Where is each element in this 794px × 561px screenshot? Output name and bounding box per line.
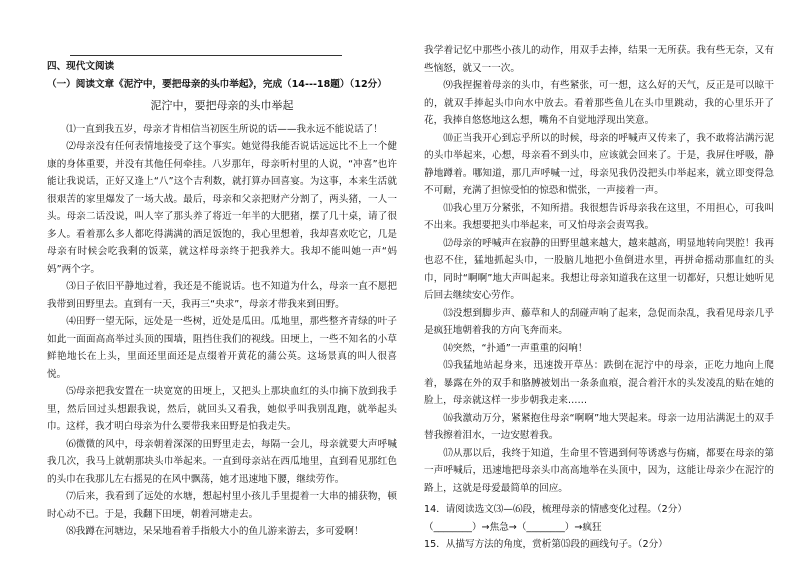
paragraph-16: ⒃我激动万分，紧紧抱住母亲“啊啊”地大哭起来。母亲一边用沾满泥土的双手替我擦着泪水，一边安慰着我。 bbox=[424, 412, 774, 441]
reading-instruction: （一）阅读文章《泥泞中，要把母亲的头巾举起》，完成（14---18题）（12分） bbox=[47, 78, 387, 90]
question-15: 15．从描写方法的角度，赏析第⒂段的画线句子。（2分） bbox=[424, 539, 668, 550]
passage-title: 泥泞中，要把母亲的头巾举起 bbox=[150, 99, 294, 112]
paragraph-17: ⒄从那以后，我终于知道，生命里不管遇到何等诱惑与伤痛，都要在母亲的第一声呼喊后，迅速地把母亲头巾高高地举在头顶中，因为，这能让母亲少在泥泞的路上，这就是母爱最简单的回应。 bbox=[424, 447, 774, 494]
paragraph-7: ⑺后来，我看到了远处的水塘，想起村里小孩儿手里提着一大串的捕获物，顿时心动不已。于是，我翻下田埂，朝着河塘走去。 bbox=[47, 491, 397, 520]
paragraph-11: ⑾我心里万分紧张，不知所措。我很想告诉母亲我在这里，不用担心，可我叫不出来。我想要把头巾举起来，可又怕母亲会责骂我。 bbox=[424, 202, 774, 231]
left-column bbox=[47, 58, 397, 541]
header-rule bbox=[70, 55, 342, 56]
paragraph-6: ⑹微微的风中，母亲朝着深深的田野里走去，每隔一会儿，母亲就要大声呼喊我几次，我马上就朝那块头巾举起来。一直到母亲站在西瓜地里，直到看见那红色的头巾在我那儿左右摇晃的在风中飘荡，她才迅速地下腰，继续劳作。 bbox=[47, 438, 397, 485]
section-heading: 四、现代文阅读 bbox=[47, 61, 115, 72]
paragraph-2: ⑵母亲没有任何表情地接受了这个事实。她觉得我能否说话远远比不上一个健康的身体重要，并没有其他任何牵挂。八岁那年，母亲听村里的人说，“冲喜”也许能让我说话，正好又逢上“八”这个吉利数，就打算办回喜宴。为这事，本来生活就很艰苦的家里爆发了一场大战。最后，母亲和父亲把财产分割了，两头猪，一人一头。母亲二话没说，叫人宰了那头养了将近一年半的大肥猪，摆了几十桌，请了很多人。看着那么多人都吃得满满的酒足饭饱的，我心里想着，我却喜欢吃它，几是母亲有时候会吃我剩的饭菜，就这样母亲终于把我养大。我却不能叫她一声“妈妈”两个字。 bbox=[47, 141, 397, 275]
question-14: 14．请阅读选文⑶—⑹段，梳理母亲的情感变化过程。（2分） bbox=[424, 504, 687, 515]
paragraph-9: ⑼我捏握着母亲的头巾，有些紧张，可一想，这么好的天气，反正是可以晾干的，就双手捧起头巾向水中放去。看着那些鱼儿在头巾里跳动，我的心里乐开了花，我捧自悠悠地这么想，嘴角不自觉地浮现出笑意。 bbox=[424, 80, 774, 126]
paragraph-15: ⒂我猛地站起身来，迅速拨开草丛：跌倒在泥泞中的母亲，正吃力地向上爬着，暴露在外的双手和胳膊被划出一条条血痕，混合着汗水的头发凌乱的贴在她的脸上，母亲就这样一步步朝我走来…… bbox=[424, 360, 774, 406]
paragraph-1: ⑴一直到我五岁，母亲才肯相信当初医生所说的话——我永远不能说话了！ bbox=[66, 123, 383, 135]
paragraph-8-continued: 我学着记忆中那些小孩儿的动作，用双手去捧，结果一无所获。我有些无奈，又有些恼怒，就又一一次。 bbox=[424, 45, 774, 74]
paragraph-8: ⑻我蹲在河塘边，呆呆地看着手指般大小的鱼儿游来游去，多可爱啊！ bbox=[66, 526, 364, 537]
paragraph-10: ⑽正当我开心到忘乎所以的时候，母亲的呼喊声又传来了，我不敢将沾满污泥的头巾举起来，心想，母亲看不到头巾，应该就会回来了。于是，我屏住呼吸，静静地蹲着。哪知道，那几声呼喊一过，母亲见我仍没把头巾举起来，就立即变得急不可耐，充满了担惊受怕的惊恐和慌张，一声接着一声。 bbox=[424, 132, 774, 196]
paragraph-3: ⑶日子依旧平静地过着，我还是不能说话。也不知道为什么，母亲一直不愿把我带到田野里去。直到有一天，我再三“央求”，母亲才带我来到田野。 bbox=[47, 281, 397, 310]
paragraph-14: ⒁突然，“扑通”一声重重的闷响！ bbox=[443, 342, 588, 354]
paragraph-4: ⑷田野一望无际，远处是一些树，近处是瓜田。瓜地里，那些整齐青绿的叶子如此一面面高高举过头顶的围墙，阻挡住我们的视线。田埂上，一些不知名的小草鲜艳地长在上头，里面还里面还是点缀着开黄花的蒲公英。这场景真的叫人很喜悦。 bbox=[47, 316, 397, 380]
paragraph-13: ⒀没想到脚步声、藤草和人的刮碰声响了起来，急促而杂乱，我看见母亲几乎是疯狂地朝着我的方向飞奔而来。 bbox=[424, 307, 774, 336]
paragraph-12: ⑿母亲的呼喊声在寂静的田野里越来越大，越来越高，明显地转向哭腔！我再也忍不住，猛地抓起头巾，一股脑儿地把小鱼倒进水里，再拼命摇动那血红的头巾，同时“啊啊”地大声叫起来。我想让母亲知道我在这里一切都好，只想让她听见后回去继续安心劳作。 bbox=[424, 237, 774, 301]
right-column bbox=[424, 42, 774, 554]
question-14-answer-chain: （________）→焦急→（________）→疯狂 bbox=[424, 521, 602, 533]
paragraph-5: ⑸母亲把我安置在一块宽宽的田埂上，又把头上那块血红的头巾摘下放到我手里，然后回过头想跟我说，然后，就回头又看我，她似乎叫我别乱跑，就举起头巾。这样，我才明白母亲为什么要带我来田野是怕我走失。 bbox=[47, 386, 397, 432]
